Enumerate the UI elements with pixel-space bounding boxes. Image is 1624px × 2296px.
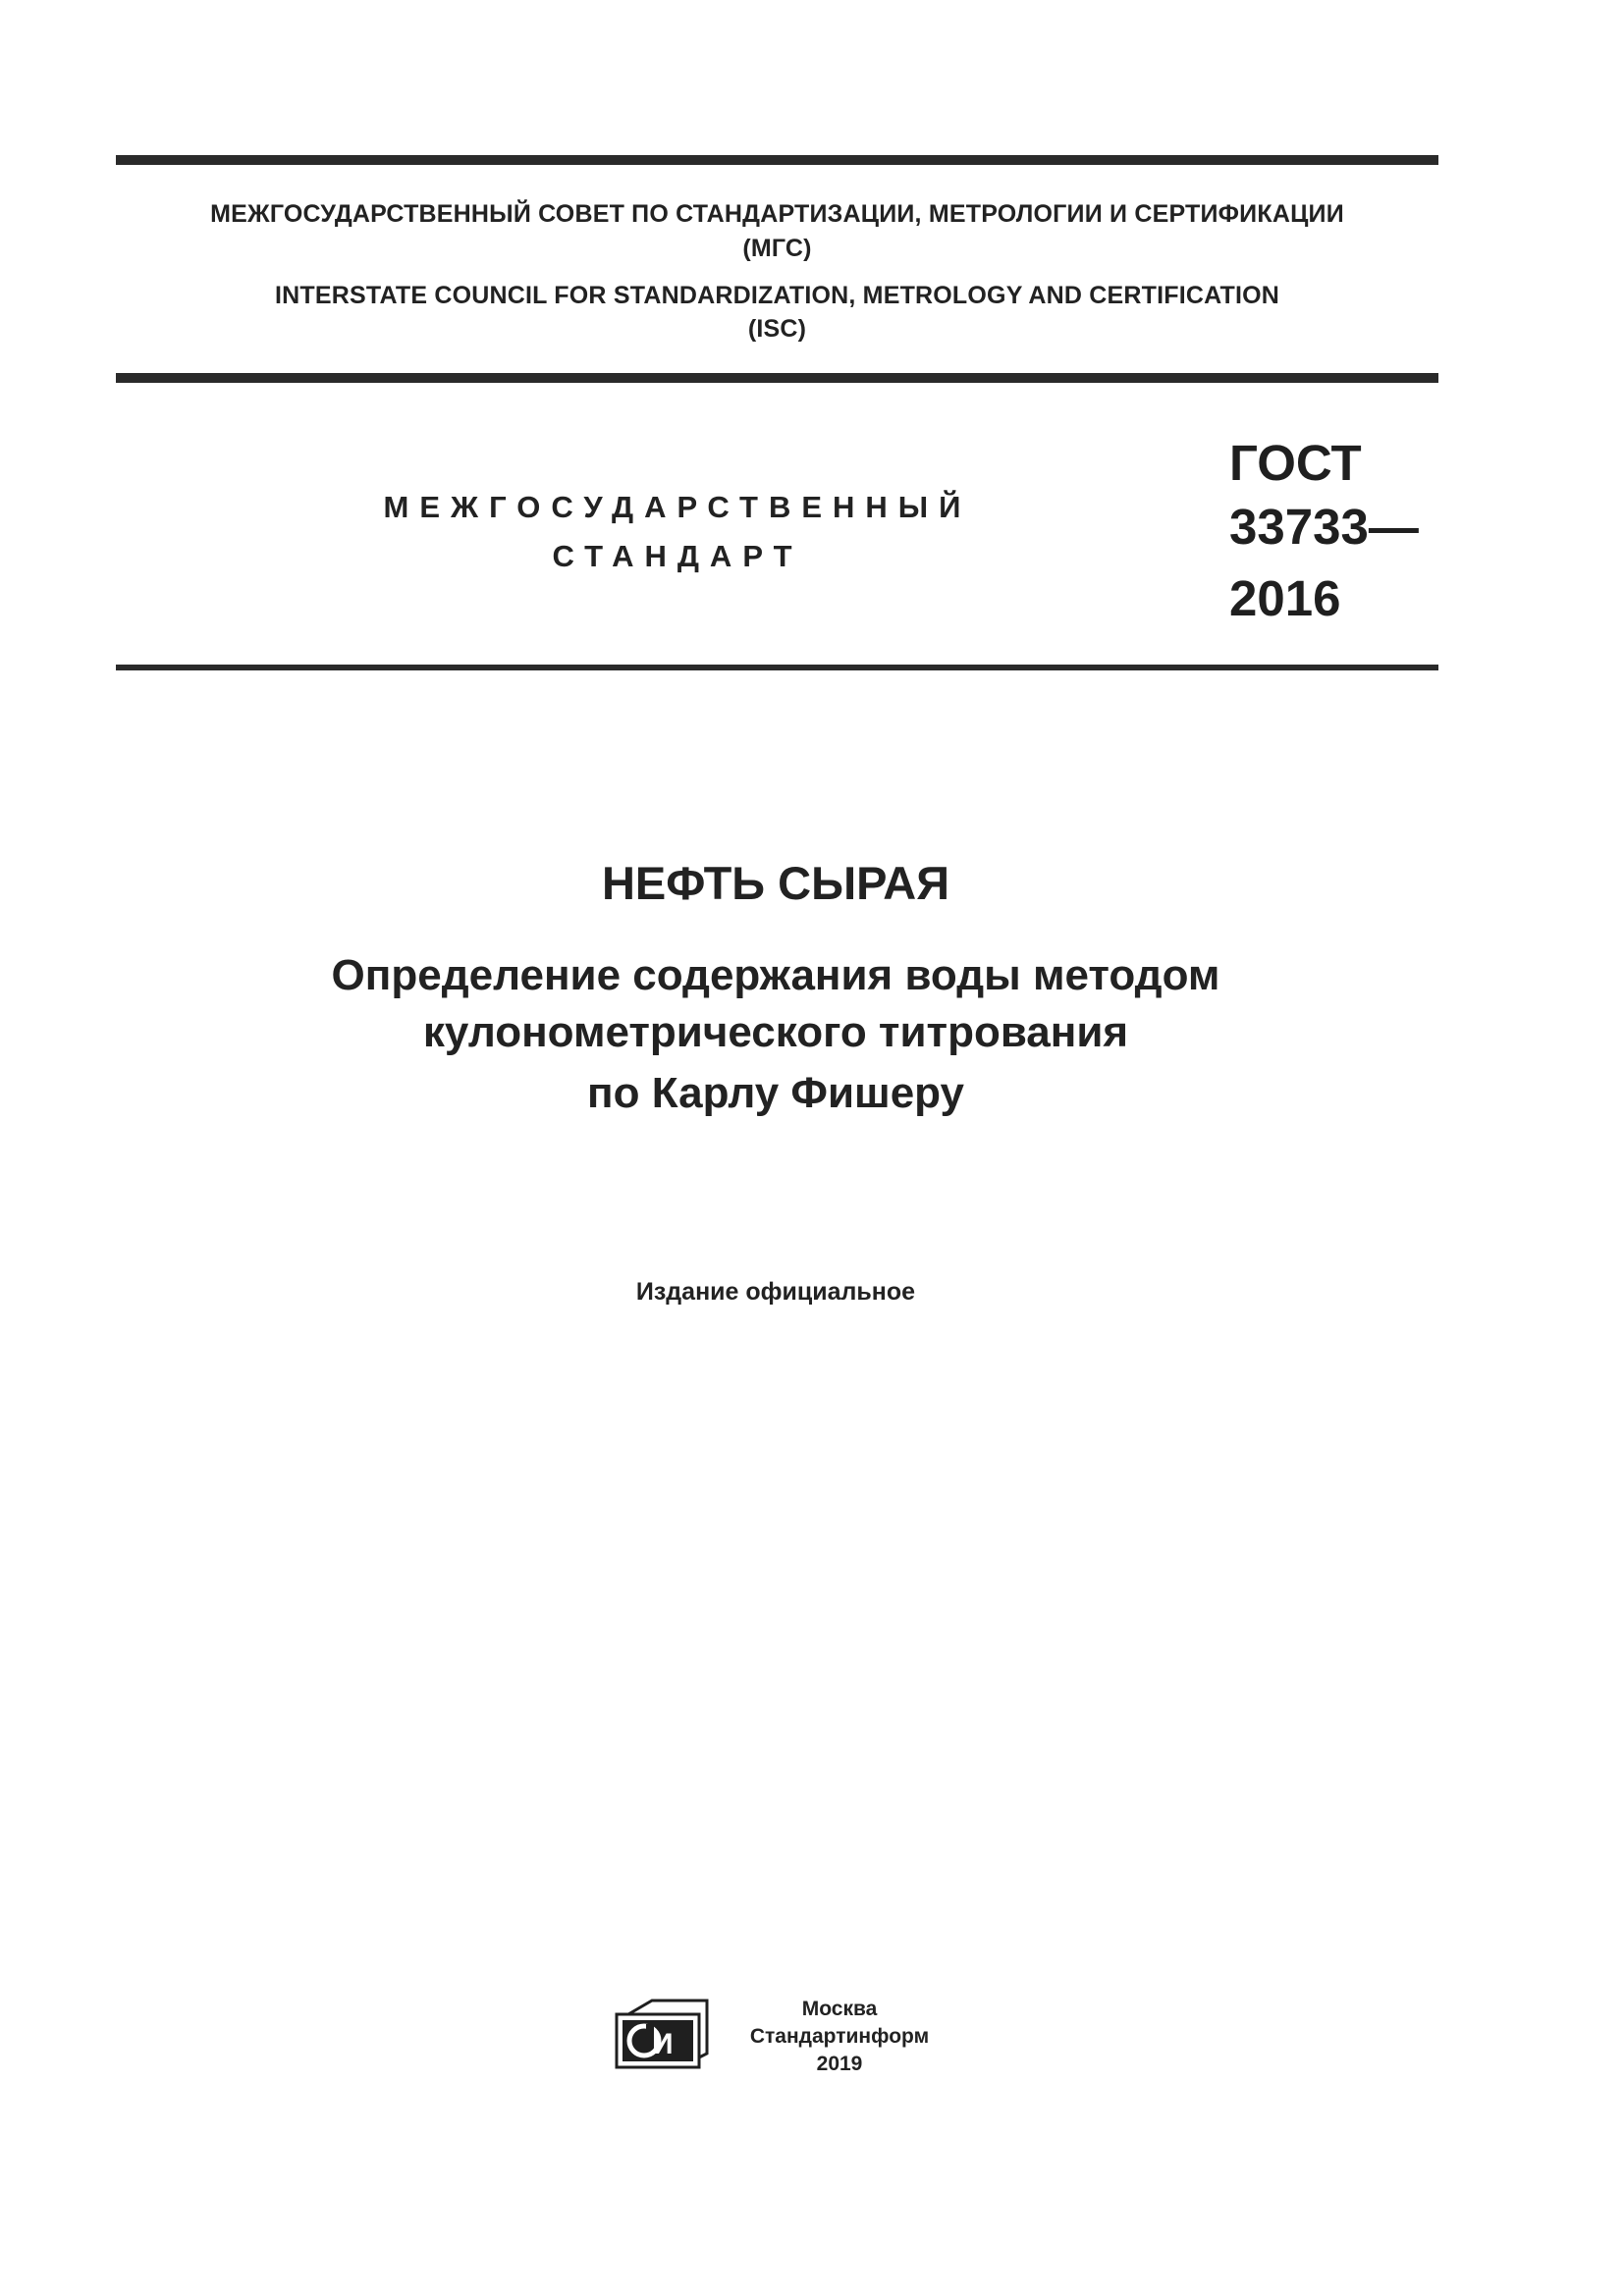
document-subtitle-line2: кулонометрического титрования (422, 1008, 1129, 1056)
standard-type-line1: МЕЖГОСУДАРСТВЕННЫЙ (383, 490, 972, 524)
publisher-city: Москва (801, 1998, 878, 2020)
gost-code-line1: ГОСТ (1229, 435, 1362, 491)
document-subtitle-line1: Определение содержания воды методом (331, 951, 1220, 999)
svg-text:И: И (652, 2028, 674, 2060)
document-title: НЕФТЬ СЫРАЯ (601, 857, 950, 909)
council-en-line2: (ISC) (747, 315, 807, 343)
standard-bottom-rule (116, 665, 1438, 670)
top-rule (116, 155, 1438, 165)
edition-label: Издание официальное (635, 1278, 916, 1306)
gost-code-line3: 2016 (1229, 570, 1341, 626)
header-bottom-rule (116, 373, 1438, 383)
standartinform-logo-icon (615, 1999, 709, 2069)
publisher-name: Стандартинформ (749, 2025, 930, 2048)
council-ru-line2: (МГС) (742, 235, 812, 262)
publisher-year: 2019 (816, 2053, 863, 2075)
document-subtitle-line3: по Карлу Фишеру (587, 1069, 964, 1117)
council-en-line1: INTERSTATE COUNCIL FOR STANDARDIZATION, METROLOGY AND CERTIFICATION (274, 282, 1280, 309)
council-ru-line1: МЕЖГОСУДАРСТВЕННЫЙ СОВЕТ ПО СТАНДАРТИЗАЦИИ, МЕТРОЛОГИИ И СЕРТИФИКАЦИИ (210, 200, 1344, 228)
gost-code-line2: 33733— (1229, 499, 1419, 555)
standard-type-line2: СТАНДАРТ (552, 539, 803, 573)
